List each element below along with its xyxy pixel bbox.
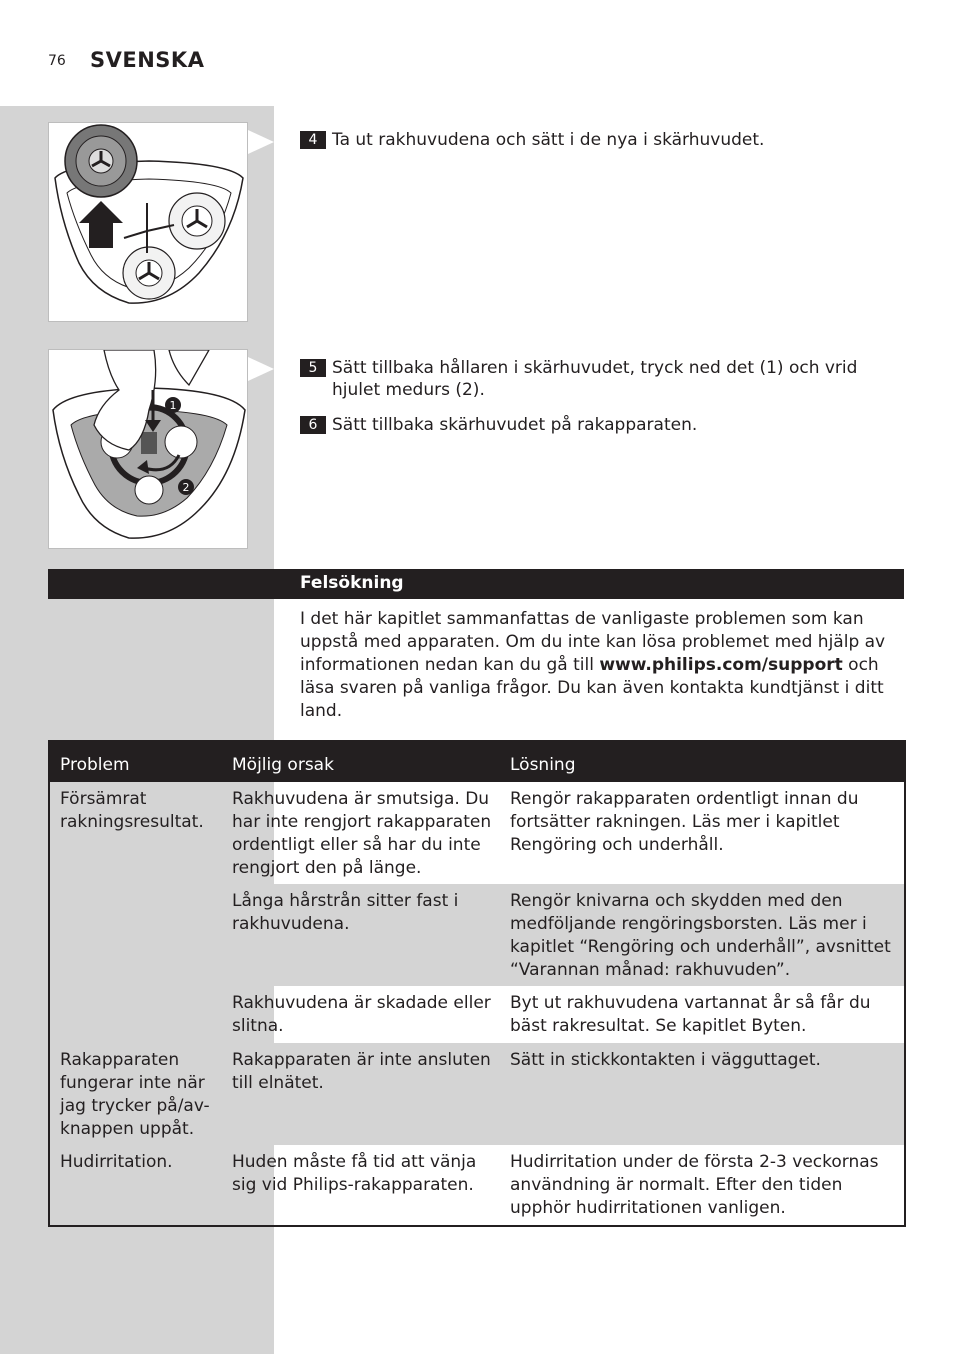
- intro-text: I det här kapitlet sammanfattas de vanligaste problemen som kan uppstå med apparaten. Om du inte kan lösa problemet med hjälp av informationen nedan kan du gå till: [300, 609, 886, 675]
- section-intro: [300, 608, 900, 723]
- language-heading: SVENSKA: [90, 48, 205, 72]
- table-row: [50, 986, 904, 1043]
- marker-2: 2: [182, 481, 190, 494]
- cell-problem: Rakapparaten fungerar inte när jag trycker på/av-knappen uppåt.: [60, 1050, 210, 1139]
- cell-cause: Rakapparaten är inte ansluten till elnätet.: [232, 1050, 491, 1093]
- cell-solution: Hudirritation under de första 2-3 veckornas användning är normalt. Efter den tiden upphör hudirritationen vanligen.: [510, 1152, 879, 1218]
- cell-problem: Hudirritation.: [60, 1152, 173, 1172]
- cell-solution: Rengör knivarna och skydden med den medföljande rengöringsborsten. Läs mer i kapitlet “Rengöring och underhåll”, avsnittet “Varannan månad: rakhuvuden”.: [510, 891, 891, 980]
- cell-solution: Rengör rakapparaten ordentligt innan du fortsätter rakningen. Läs mer i kapitlet Rengöring och underhåll.: [510, 789, 859, 855]
- section-title: Felsökning: [300, 573, 404, 593]
- cell-problem: Försämrat rakningsresultat.: [60, 789, 204, 832]
- cell-cause: Långa hårstrån sitter fast i rakhuvudena.: [232, 891, 459, 934]
- step-5: [300, 357, 900, 401]
- cell-cause: Huden måste få tid att vänja sig vid Philips-rakapparaten.: [232, 1152, 477, 1195]
- troubleshooting-table: [48, 740, 906, 1227]
- table-row: [50, 1043, 904, 1145]
- table-row: [50, 1145, 904, 1225]
- table-row: [50, 782, 904, 884]
- step-text: Sätt tillbaka hållaren i skärhuvudet, tryck ned det (1) och vrid hjulet medurs (2).: [332, 358, 858, 400]
- intro-text-end: och läsa svaren på vanliga frågor. Du kan även kontakta kundtjänst i ditt land.: [300, 655, 884, 721]
- step-6: [300, 414, 900, 436]
- page-number: 76: [48, 53, 66, 69]
- illustration-pointer: [248, 357, 274, 381]
- cell-solution: Sätt in stickkontakten i vägguttaget.: [510, 1050, 821, 1070]
- header-solution: Lösning: [510, 755, 576, 775]
- illustration-replace-cutters: [48, 122, 248, 322]
- cell-cause: Rakhuvudena är smutsiga. Du har inte rengjort rakapparaten ordentligt eller så har du inte rengjort den på länge.: [232, 789, 492, 878]
- table-row: [50, 884, 904, 986]
- table-header: [50, 740, 904, 782]
- cell-solution: Byt ut rakhuvudena vartannat år så får du bäst rakresultat. Se kapitlet Byten.: [510, 993, 871, 1036]
- support-link[interactable]: www.philips.com/support: [599, 655, 843, 675]
- illustration-pointer: [248, 130, 274, 154]
- step-text: Ta ut rakhuvudena och sätt i de nya i skärhuvudet.: [332, 130, 765, 150]
- step-number: 6: [300, 416, 326, 434]
- illustration-reattach-holder: [48, 349, 248, 549]
- shaving-head-cutters-illustration: [49, 123, 248, 322]
- marker-1: 1: [169, 399, 177, 412]
- header-cause: Möjlig orsak: [232, 755, 334, 775]
- step-text: Sätt tillbaka skärhuvudet på rakapparaten.: [332, 415, 698, 435]
- step-number: 5: [300, 359, 326, 377]
- section-heading-bar: [48, 569, 904, 599]
- header-problem: Problem: [60, 755, 130, 775]
- cell-cause: Rakhuvudena är skadade eller slitna.: [232, 993, 491, 1036]
- step-4: [300, 129, 900, 151]
- holder-press-turn-illustration: [49, 350, 248, 549]
- step-number: 4: [300, 131, 326, 149]
